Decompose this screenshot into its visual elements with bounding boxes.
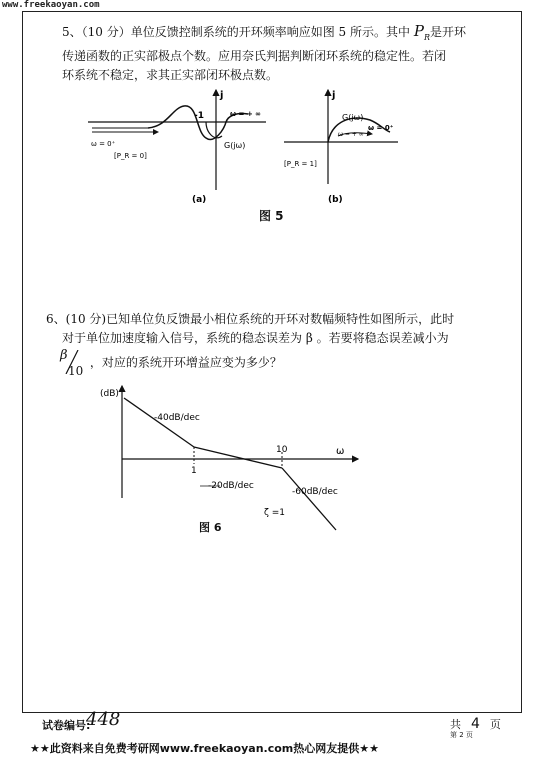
- fig6-slope1: -40dB/dec: [154, 413, 200, 423]
- fig6-ylabel: (dB): [100, 389, 119, 399]
- fig6-tick-1: 1: [191, 466, 197, 476]
- fig6-segment-20: [194, 447, 282, 468]
- figure-6: [96, 380, 366, 540]
- q5-line2: 传递函数的正实部极点个数。应用奈氏判据判断闭环系统的稳定性。若闭: [62, 49, 447, 63]
- q5-line1: 单位反馈控制系统的开环频率响应如图 5 所示。其中: [130, 25, 411, 39]
- q5-number: 5、: [62, 25, 82, 39]
- q6-line3: ，对应的系统开环增益应变为多少？: [89, 355, 282, 370]
- q6-frac-num: β: [60, 348, 68, 363]
- question-6: [46, 310, 502, 378]
- page-unit-label: 页: [489, 718, 501, 731]
- fig5a-omega-inf: ω = + ∞: [230, 110, 261, 118]
- fig5b-pr-label: [P_R = 1]: [284, 160, 317, 168]
- fig5b-g-label: G(jω): [342, 113, 364, 122]
- figure-5a: [88, 86, 268, 206]
- fig5a-minus-one: -1: [194, 111, 204, 121]
- page-total-label: 共: [450, 718, 461, 731]
- fig6-xlabel: ω: [336, 446, 345, 457]
- source-banner: ★★此资料来自免费考研网www.freekaoyan.com热心网友提供★★: [30, 742, 379, 755]
- fig5a-pr-label: [P_R = 0]: [114, 152, 147, 160]
- fig5a-g-label: G(jω): [224, 141, 246, 150]
- fig5b-caption: (b): [328, 195, 343, 205]
- fig6-slope2: -20dB/dec: [208, 481, 254, 491]
- fig5-caption: 图 5: [259, 209, 284, 223]
- q5-line1-tail: 是开环: [429, 25, 466, 39]
- fig5a-loop: [206, 122, 222, 138]
- figure-5b: [280, 86, 400, 206]
- q5-line3: 环系统不稳定，求其正实部闭环极点数。: [62, 68, 279, 82]
- fig6-zeta: ζ =1: [264, 508, 286, 518]
- fig5b-omega-zero: ω = 0⁺: [368, 124, 394, 132]
- fig5a-omega-zero: ω = 0⁺: [91, 140, 116, 148]
- fig6-slope3: -60dB/dec: [292, 487, 338, 497]
- exam-number-value: 448: [86, 709, 121, 730]
- page-total-value: 4: [471, 716, 480, 732]
- q6-score: (10 分): [65, 312, 107, 326]
- q6-line2: 对于单位加速度输入信号，系统的稳态误差为 β 。若要将稳态误差减小为: [62, 331, 449, 345]
- fig5b-j-label: j: [332, 90, 336, 101]
- fig6-segment-60: [282, 468, 336, 530]
- question-5: [62, 22, 502, 85]
- page-current: 第 2 页: [450, 731, 473, 739]
- q6-frac-den: 10: [68, 364, 84, 378]
- header-url: www.freekaoyan.com: [2, 0, 100, 10]
- q6-line1: 已知单位负反馈最小相位系统的开环对数幅频特性如图所示，此时: [106, 312, 455, 326]
- exam-number-label: 试卷编号:: [42, 719, 91, 732]
- q5-pr-symbol: $P_R$: [413, 22, 430, 42]
- page-count: [450, 716, 501, 739]
- fig5a-caption: (a): [192, 195, 207, 205]
- fig5a-j-label: j: [220, 90, 224, 101]
- q5-score: （10 分）: [81, 25, 131, 39]
- fig6-caption: 图 6: [199, 521, 222, 534]
- fig5b-omega-inf: ω = + ∞: [338, 131, 364, 138]
- fig6-tick-10: 10: [276, 445, 288, 455]
- q6-fraction: [58, 348, 86, 378]
- q6-number: 6、: [46, 312, 66, 326]
